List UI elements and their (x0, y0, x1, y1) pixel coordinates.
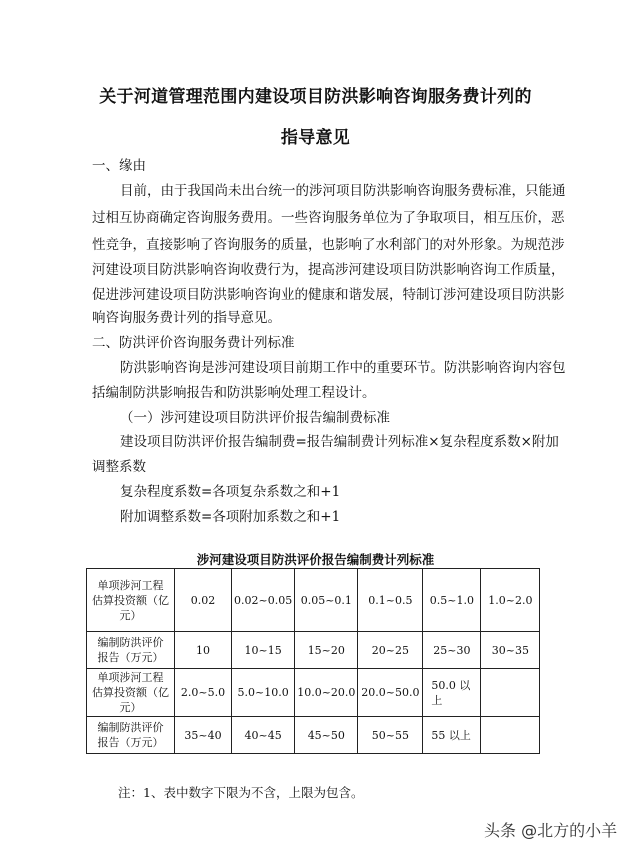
section1-line: 响咨询服务费计列的指导意见。 (92, 310, 281, 326)
table-row (87, 669, 540, 717)
table-cell: 25~30 (423, 632, 481, 669)
section2-heading: 二、防洪评价咨询服务费计列标准 (92, 335, 295, 351)
table-cell: 0.02~0.05 (232, 569, 295, 632)
section1-line: 河建设项目防洪影响咨询收费行为，提高涉河建设项目防洪影响咨询工作质量， (92, 262, 565, 278)
table-row (87, 569, 540, 632)
section1-line: 目前，由于我国尚未出台统一的涉河项目防洪影响咨询服务费标准，只能通 (120, 183, 566, 199)
table-caption: 涉河建设项目防洪评价报告编制费计列标准 (196, 552, 435, 567)
table-cell: 2.0~5.0 (175, 669, 232, 717)
table-cell: 1.0~2.0 (481, 569, 540, 632)
section1-line: 性竞争，直接影响了咨询服务的质量，也影响了水利部门的对外形象。为规范涉 (92, 237, 565, 253)
row-header-investment: 单项涉河工程 估算投资额（亿 元） (87, 569, 175, 632)
table-row (87, 632, 540, 669)
subsection-heading: （一）涉河建设项目防洪评价报告编制费标准 (120, 410, 390, 426)
section1-line: 促进涉河建设项目防洪影响咨询业的健康和谐发展，特制订涉河建设项目防洪影 (92, 287, 565, 303)
table-cell: 55 以上 (423, 717, 481, 754)
table-cell: 35~40 (175, 717, 232, 754)
table-cell: 10~15 (232, 632, 295, 669)
table-cell: 10.0~20.0 (295, 669, 358, 717)
table-cell: 10 (175, 632, 232, 669)
row-header-fee: 编制防洪评价 报告（万元） (87, 717, 175, 754)
table-cell: 0.5~1.0 (423, 569, 481, 632)
table-cell: 45~50 (295, 717, 358, 754)
table-cell: 0.02 (175, 569, 232, 632)
table-row (87, 717, 540, 754)
row-header-fee: 编制防洪评价 报告（万元） (87, 632, 175, 669)
section1-line: 过相互协商确定咨询服务费用。一些咨询服务单位为了争取项目，相互压价，恶 (92, 210, 565, 226)
table-cell: 50.0 以上 (423, 669, 481, 717)
table-cell: 20.0~50.0 (358, 669, 423, 717)
table-note: 注：1、表中数字下限为不含，上限为包含。 (118, 785, 364, 800)
table-cell (481, 717, 540, 754)
document-title-line1: 关于河道管理范围内建设项目防洪影响咨询服务费计列的 (99, 87, 532, 107)
section2-paragraph-line: 防洪影响咨询是涉河建设项目前期工作中的重要环节。防洪影响咨询内容包 (120, 360, 566, 376)
row-header-investment: 单项涉河工程 估算投资额（亿 元） (87, 669, 175, 717)
section1-heading: 一、缘由 (92, 158, 146, 174)
adjust-coefficient-formula: 附加调整系数=各项附加系数之和+1 (120, 509, 341, 525)
table-cell: 5.0~10.0 (232, 669, 295, 717)
fee-formula-line: 调整系数 (92, 459, 146, 475)
document-title-line2: 指导意见 (280, 128, 351, 148)
fee-standard-table (86, 568, 540, 754)
table-cell (481, 669, 540, 717)
table-cell: 30~35 (481, 632, 540, 669)
complex-coefficient-formula: 复杂程度系数=各项复杂系数之和+1 (120, 484, 341, 500)
fee-formula-line: 建设项目防洪评价报告编制费=报告编制费计列标准×复杂程度系数×附加 (120, 434, 559, 450)
watermark: 头条 @北方的小羊 (484, 821, 618, 840)
table-cell: 50~55 (358, 717, 423, 754)
table-cell: 0.05~0.1 (295, 569, 358, 632)
table-cell: 40~45 (232, 717, 295, 754)
section2-paragraph-line: 括编制防洪影响报告和防洪影响处理工程设计。 (92, 385, 376, 401)
table-cell: 0.1~0.5 (358, 569, 423, 632)
table-cell: 20~25 (358, 632, 423, 669)
table-cell: 15~20 (295, 632, 358, 669)
